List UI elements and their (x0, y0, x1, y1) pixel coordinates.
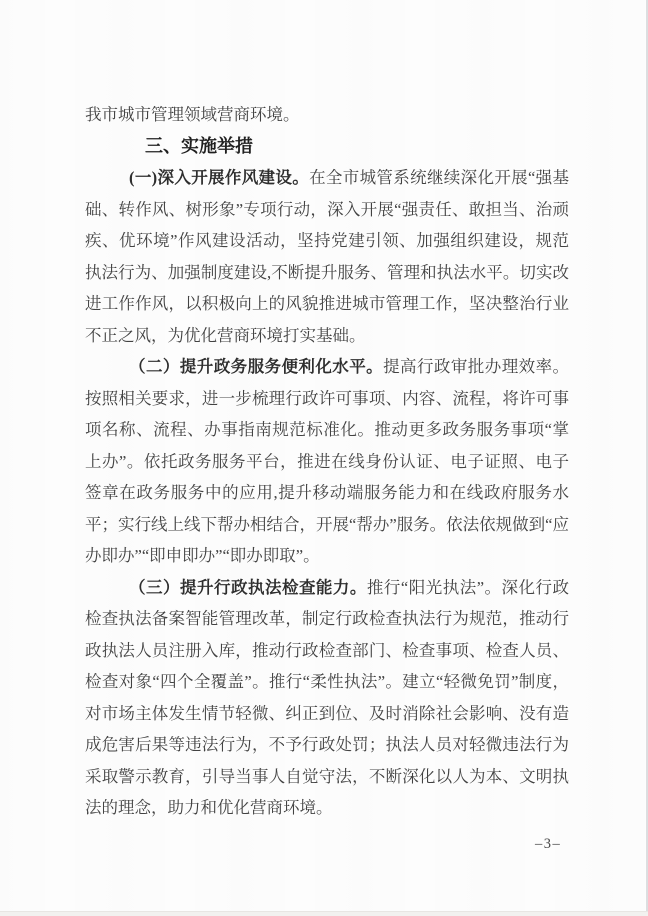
continuation-text: 我市城市管理领域营商环境。 (85, 105, 300, 124)
paragraph-body: 推行“阳光执法”。深化行政检查执法备案智能管理改革，制定行政检查执法行为规范，推动行政执法人员注册入库，推动行政检查部门、检查事项、检查人员、检查对象“四个全覆盖”。推行“柔性执法”。建立“轻微免罚”制度，对市场主体发生情节轻微、纠正到位、及时消除社会影响、没有造成危害后果等违法行为，不予行政处罚；执法人员对轻微违法行为采取警示教育，引导当事人自觉守法，不断深化以人为本、文明执法的理念，助力和优化营商环境。 (85, 577, 569, 817)
section-heading: 三、实施举措 (145, 135, 253, 156)
paragraph-lead: （三）提升行政执法检查能力。 (129, 577, 367, 597)
document-body (85, 99, 569, 824)
page-number: –3– (535, 836, 562, 852)
paragraph-body: 在全市城管系统继续深化开展“强基础、转作风、树形象”专项行动，深入开展“强责任、敢担当、治顽疾、优环境”作风建设活动，坚持党建引领、加强组织建设，规范执法行为、加强制度建设,不断提升服务、管理和执法水平。切实改进工作作风，以积极向上的风貌推进城市管理工作，坚决整治行业不正之风，为优化营商环境打实基础。 (85, 168, 569, 345)
paragraph (85, 572, 569, 824)
scan-edge-bottom-line (0, 911, 648, 916)
paragraph-lead: （二）提升政务服务便利化水平。 (129, 357, 384, 376)
paragraph-body: 提高行政审批办理效率。按照相关要求，进一步梳理行政许可事项、内容、流程，将许可事项名称、流程、办事指南规范标准化。推动更多政务服务事项“掌上办”。依托政务服务平台，推进在线身份认证、电子证照、电子签章在政务服务中的应用,提升移动端服务能力和在线政府服务水平；实行线上线下帮办相结合，开展“帮办”服务。依法依规做到“应办即办”“即申即办”“即办即取”。 (85, 357, 570, 565)
paragraph-list (85, 162, 569, 824)
paragraph (85, 351, 569, 572)
paragraph (85, 162, 569, 351)
paragraph-lead: (一)深入开展作风建设。 (129, 168, 310, 187)
